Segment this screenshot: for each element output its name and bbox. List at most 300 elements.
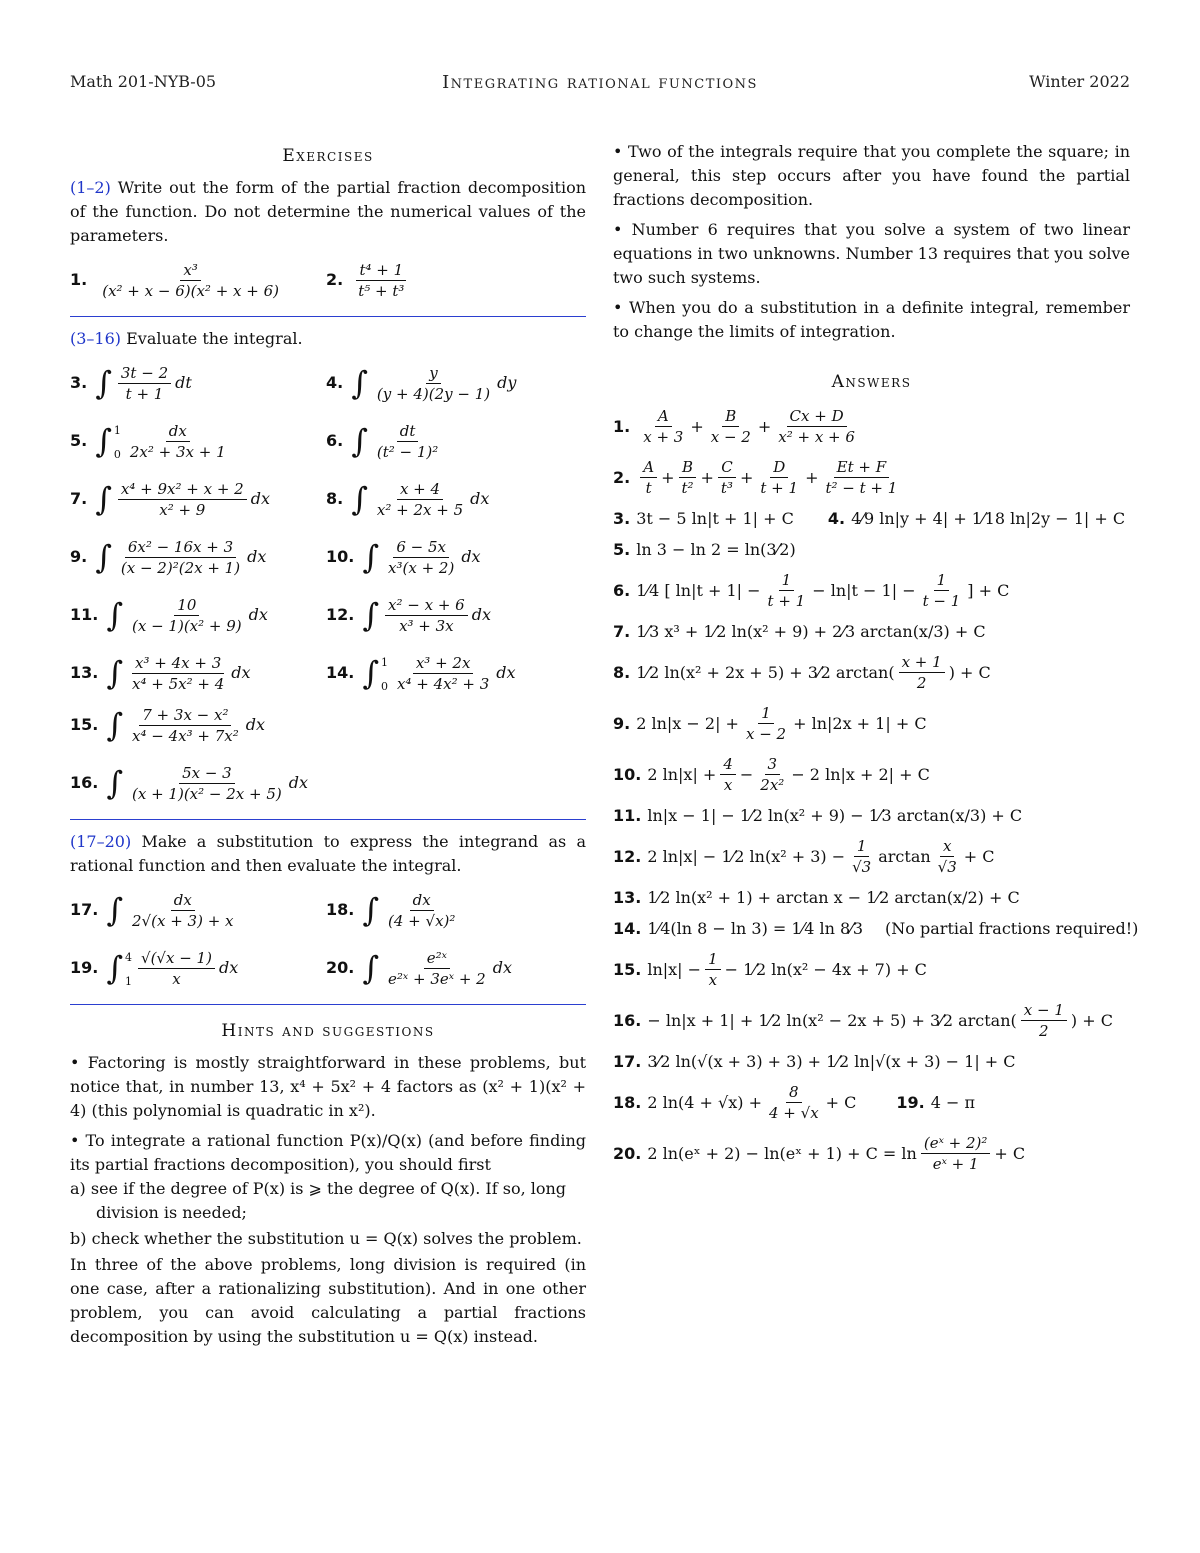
integral-limits	[381, 651, 388, 695]
denominator: x² + 9	[159, 500, 206, 519]
numerator: 10	[174, 595, 199, 616]
problem-number: 10.	[326, 547, 355, 566]
fraction	[849, 836, 874, 877]
problem-number: 12.	[326, 605, 355, 624]
differential: dx	[245, 715, 265, 734]
upper-limit: 1	[113, 424, 121, 437]
answer-1	[613, 402, 1130, 450]
fraction	[899, 652, 945, 693]
denominator: e²ˣ + 3eˣ + 2	[388, 969, 486, 988]
hint-step-b: b) check whether the substitution u = Q(x) solves the problem.	[70, 1229, 582, 1248]
numerator: dx	[171, 890, 195, 911]
answer-5	[613, 535, 1130, 563]
fraction	[118, 479, 247, 520]
fraction	[708, 406, 754, 447]
denominator: (x + 1)(x² − 2x + 5)	[132, 784, 282, 803]
answer-12	[613, 832, 1130, 880]
fraction	[1021, 1000, 1067, 1041]
denominator: t − 1	[922, 591, 961, 610]
answer-part: 2 ln|x| +	[647, 764, 717, 784]
problem-number: 18.	[326, 900, 355, 919]
numerator: 1	[705, 949, 721, 970]
answer-number: 20.	[613, 1143, 642, 1163]
differential: dx	[496, 663, 516, 682]
differential: dx	[461, 547, 481, 566]
answer-part: 2 ln|x| − 1⁄2 ln(x² + 3) −	[647, 846, 846, 866]
denominator: (x − 1)(x² + 9)	[132, 616, 242, 635]
problem-number: 14.	[326, 663, 355, 682]
answer-9	[613, 699, 1130, 747]
hints-heading: Hints and suggestions	[221, 1021, 435, 1041]
problem-number: 5.	[70, 431, 88, 450]
numerator: x⁴ + 9x² + x + 2	[118, 479, 247, 500]
differential: dy	[497, 373, 517, 392]
numerator: 6x² − 16x + 3	[125, 537, 236, 558]
hint-factoring: • Factoring is mostly straightforward in these problems, but notice that, in number 13, x⁴ + 5x² + 4 factors as (x² + 1)(x² + 4) (this polynomial is quadratic in x²).	[70, 1053, 586, 1120]
differential: dt	[175, 373, 192, 392]
integral-sign-icon: ∫	[351, 422, 368, 460]
denominator: x⁴ + 4x² + 3	[397, 674, 490, 693]
answer-part: − ln|t − 1| −	[812, 580, 916, 600]
answer-2	[613, 453, 1130, 501]
problem-number: 13.	[70, 663, 99, 682]
answer-number: 13.	[613, 887, 642, 907]
problem-number: 19.	[70, 958, 99, 977]
problem-row	[326, 884, 586, 936]
denominator: x − 2	[710, 427, 751, 446]
problem-number: 11.	[70, 605, 99, 624]
term: Winter 2022	[1029, 72, 1130, 91]
numerator: (eˣ + 2)²	[921, 1133, 991, 1154]
denominator: 2x²	[760, 775, 785, 794]
hint-steps	[70, 1177, 586, 1251]
denominator: (4 + √x)²	[388, 911, 456, 930]
denominator: eˣ + 1	[932, 1154, 979, 1173]
answer-7	[613, 617, 1130, 645]
operator: +	[757, 416, 772, 436]
numerator: x³	[180, 260, 200, 281]
problem-row	[326, 415, 586, 467]
differential: dx	[250, 489, 270, 508]
numerator: y	[426, 363, 440, 384]
fraction	[757, 457, 801, 498]
problem-row	[70, 357, 326, 409]
exercises-heading: Exercises	[282, 146, 374, 166]
numerator: Et + F	[834, 457, 890, 478]
integral-sign-icon: ∫	[95, 364, 112, 402]
problem-number: 3.	[70, 373, 88, 392]
answer-part: − ln|x + 1| + 1⁄2 ln(x² − 2x + 5) + 3⁄2 arctan(	[647, 1010, 1017, 1030]
right-column	[613, 140, 1139, 1180]
numerator: 1	[779, 570, 795, 591]
integral-sign-icon: ∫	[351, 364, 368, 402]
fraction	[355, 260, 407, 301]
answer-17-text: 3⁄2 ln(√(x + 3) + 3) + 1⁄2 ln|√(x + 3) − 1| + C	[647, 1051, 1016, 1071]
answer-3-text: 3t − 5 ln|t + 1| + C	[636, 508, 794, 528]
fraction	[921, 1133, 991, 1174]
group1-range: (1–2)	[70, 178, 111, 197]
answer-part: 1⁄4 [ ln|t + 1| −	[636, 580, 761, 600]
numerator: dt	[397, 421, 419, 442]
problem-1	[70, 254, 326, 306]
answer-18-19	[613, 1078, 1130, 1126]
answer-16	[613, 996, 1130, 1044]
denominator: t	[645, 478, 652, 497]
answer-10	[613, 750, 1130, 798]
problem-row	[326, 473, 586, 525]
numerator: 8	[786, 1082, 802, 1103]
fraction	[705, 949, 721, 990]
group2-text: Evaluate the integral.	[121, 329, 303, 348]
numerator: x³ + 4x + 3	[132, 653, 224, 674]
numerator: B	[722, 406, 739, 427]
answer-number: 12.	[613, 846, 642, 866]
page-title: Integrating rational functions	[442, 72, 758, 93]
denominator: x⁴ − 4x³ + 7x²	[132, 726, 239, 745]
answer-11	[613, 801, 1130, 829]
denominator: x² + 2x + 5	[376, 500, 464, 519]
fraction	[374, 363, 493, 404]
answer-17	[613, 1047, 1130, 1075]
lower-limit: 0	[381, 680, 389, 693]
numerator: t⁴ + 1	[356, 260, 406, 281]
integral-sign-icon: ∫	[106, 949, 124, 987]
fraction	[118, 537, 243, 578]
fraction	[385, 537, 457, 578]
denominator: (t² − 1)²	[376, 442, 439, 461]
fraction	[374, 421, 441, 462]
denominator: t + 1	[125, 384, 164, 403]
integral-sign-icon: ∫	[106, 654, 124, 692]
problem-2	[326, 254, 586, 306]
group3-range: (17–20)	[70, 832, 132, 851]
answer-number: 17.	[613, 1051, 642, 1071]
integral-sign-icon: ∫	[106, 764, 124, 802]
problem-number: 6.	[326, 431, 344, 450]
integral-limits	[114, 419, 121, 463]
integral-sign-icon: ∫	[106, 891, 124, 929]
answer-part: ) + C	[948, 662, 991, 682]
answer-number: 4.	[827, 508, 846, 528]
denominator: √3	[937, 857, 957, 876]
problem-row	[70, 757, 586, 809]
differential: dx	[470, 489, 490, 508]
denominator: x⁴ + 5x² + 4	[132, 674, 225, 693]
numerator: x	[940, 836, 954, 857]
fraction	[718, 457, 736, 498]
answer-number: 18.	[613, 1092, 642, 1112]
denominator: 2	[916, 673, 927, 692]
numerator: 1	[934, 570, 950, 591]
problem-row	[70, 647, 326, 699]
answer-number: 14.	[613, 918, 642, 938]
answer-number: 9.	[613, 713, 631, 733]
problem-number: 16.	[70, 773, 99, 792]
answer-15	[613, 945, 1130, 993]
denominator: √3	[852, 857, 872, 876]
numerator: 6 − 5x	[393, 537, 449, 558]
fraction	[935, 836, 960, 877]
answer-part: −	[739, 764, 754, 784]
group3-problems	[70, 884, 586, 994]
course-code: Math 201-NYB-05	[70, 72, 217, 91]
answer-6	[613, 566, 1130, 614]
answer-number: 15.	[613, 959, 642, 979]
problem-number: 20.	[326, 958, 355, 977]
denominator: 2√(x + 3) + x	[132, 911, 234, 930]
differential: dx	[471, 605, 491, 624]
fraction	[385, 948, 489, 989]
problem-row	[70, 884, 326, 936]
fraction	[138, 948, 215, 989]
section-divider	[70, 316, 586, 317]
fraction	[640, 406, 686, 447]
problem-number: 4.	[326, 373, 344, 392]
page-header	[70, 72, 1130, 98]
answer-part: 1⁄2 ln(x² + 2x + 5) + 3⁄2 arctan(	[636, 662, 895, 682]
fraction	[775, 406, 858, 447]
numerator: C	[718, 457, 735, 478]
answer-part: 2 ln(4 + √x) +	[647, 1092, 762, 1112]
fraction	[822, 457, 900, 498]
hint-rational: • To integrate a rational function P(x)/Q(x) (and before finding its partial fractions decomposition), you should first	[70, 1131, 586, 1174]
denominator: x² + x + 6	[778, 427, 855, 446]
problem-number: 9.	[70, 547, 88, 566]
answer-19-text: 4 − π	[930, 1092, 976, 1112]
fraction	[129, 653, 227, 694]
operator: +	[805, 467, 819, 487]
problem-row	[326, 647, 586, 699]
fraction	[129, 890, 236, 931]
problem-row	[70, 531, 326, 583]
integral-sign-icon: ∫	[362, 538, 380, 576]
denominator: t³	[720, 478, 733, 497]
differential: dx	[231, 663, 251, 682]
denominator: 2x² + 3x + 1	[129, 442, 226, 461]
answer-number: 8.	[613, 662, 631, 682]
integral-sign-icon: ∫	[362, 949, 380, 987]
problem-number: 17.	[70, 900, 99, 919]
answer-3-4	[613, 504, 1130, 532]
answer-13-text: 1⁄2 ln(x² + 1) + arctan x − 1⁄2 arctan(x/2) + C	[647, 887, 1020, 907]
group3-instructions	[70, 830, 586, 878]
hint-long-division: In three of the above problems, long division is required (in one case, after a rationalizing substitution). And in one other problem, you can avoid calculating a partial fractions decomposition by using the substitution u = Q(x) instead.	[70, 1255, 586, 1346]
answer-part: 2 ln|x − 2| +	[636, 713, 739, 733]
integral-sign-icon: ∫	[106, 706, 124, 744]
answer-part: − 2 ln|x + 2| + C	[791, 764, 930, 784]
answer-part: + ln|2x + 1| + C	[793, 713, 927, 733]
denominator: x	[708, 970, 718, 989]
fraction	[678, 457, 696, 498]
answer-14-text: 1⁄4(ln 8 − ln 3) = 1⁄4 ln 8⁄3	[647, 918, 864, 938]
problem-row	[70, 699, 586, 751]
group2-range: (3–16)	[70, 329, 122, 348]
integral-sign-icon: ∫	[362, 891, 380, 929]
group1-text: Write out the form of the partial fraction decomposition of the function. Do not determine the numerical values of the parameters.	[70, 178, 586, 245]
answer-number: 3.	[613, 508, 631, 528]
problem-number: 1.	[70, 270, 88, 289]
differential: dx	[492, 958, 512, 977]
denominator: x + 3	[643, 427, 684, 446]
answer-part: ln|x| −	[647, 959, 702, 979]
fraction	[757, 754, 787, 795]
section-divider	[70, 1004, 586, 1005]
upper-limit: 4	[125, 951, 133, 964]
problem-row	[70, 473, 326, 525]
denominator: 4 + √x	[768, 1103, 819, 1122]
upper-limit: 1	[381, 656, 389, 669]
denominator: x	[172, 969, 181, 988]
denominator: t⁵ + t³	[358, 281, 405, 300]
denominator: x − 2	[745, 724, 787, 743]
answer-number: 1.	[613, 416, 631, 436]
answer-5-text: ln 3 − ln 2 = ln(3⁄2)	[636, 539, 796, 559]
numerator: 1	[758, 703, 774, 724]
operator: +	[661, 467, 675, 487]
differential: dx	[288, 773, 309, 792]
section-divider	[70, 819, 586, 820]
fraction	[385, 595, 468, 636]
numerator: A	[640, 457, 657, 478]
integral-sign-icon: ∫	[95, 538, 112, 576]
problem-number: 2.	[326, 270, 344, 289]
fraction	[118, 363, 171, 404]
fraction	[765, 570, 809, 611]
numerator: D	[770, 457, 788, 478]
answer-14	[613, 914, 1139, 942]
answer-number: 11.	[613, 805, 642, 825]
numerator: x³ + 2x	[413, 653, 474, 674]
left-column	[70, 140, 586, 1355]
answer-part: + C	[994, 1143, 1026, 1163]
denominator: x³(x + 2)	[388, 558, 455, 577]
answer-14-note: (No partial fractions required!)	[885, 918, 1139, 938]
answer-part: + C	[825, 1092, 857, 1112]
numerator: x − 1	[1021, 1000, 1067, 1021]
operator: +	[690, 416, 704, 436]
numerator: √(√x − 1)	[138, 948, 215, 969]
operator: +	[739, 467, 754, 487]
lower-limit: 0	[113, 448, 121, 461]
problem-row	[326, 589, 586, 641]
numerator: 4	[720, 754, 736, 775]
denominator: (x − 2)²(2x + 1)	[120, 558, 241, 577]
fraction	[374, 479, 466, 520]
integral-sign-icon: ∫	[362, 654, 380, 692]
integral-sign-icon: ∫	[106, 596, 124, 634]
problem-number: 15.	[70, 715, 99, 734]
differential: dx	[247, 547, 267, 566]
denominator: x³ + 3x	[399, 616, 454, 635]
hint-step-a: a) see if the degree of P(x) is ⩾ the degree of Q(x). If so, long division is needed;	[70, 1179, 567, 1222]
problem-number: 7.	[70, 489, 88, 508]
answer-part: 2 ln(eˣ + 2) − ln(eˣ + 1) + C = ln	[647, 1143, 917, 1163]
answer-11-text: ln|x − 1| − 1⁄2 ln(x² + 9) − 1⁄3 arctan(x/3) + C	[647, 805, 1023, 825]
answer-number: 16.	[613, 1010, 642, 1030]
group2-wide-problems	[70, 699, 586, 809]
numerator: x + 4	[397, 479, 443, 500]
numerator: A	[655, 406, 672, 427]
problem-row	[70, 942, 326, 994]
fraction	[99, 260, 282, 301]
differential: dx	[248, 605, 268, 624]
denominator: t² − t + 1	[825, 478, 898, 497]
answer-4-text: 4⁄9 ln|y + 4| + 1⁄18 ln|2y − 1| + C	[851, 508, 1126, 528]
denominator: x	[723, 775, 733, 794]
denominator: 2	[1039, 1021, 1049, 1040]
answer-part: − 1⁄2 ln(x² − 4x + 7) + C	[724, 959, 927, 979]
fraction	[743, 703, 789, 744]
denominator: t + 1	[760, 478, 799, 497]
problem-row	[70, 589, 326, 641]
answer-number: 2.	[613, 467, 631, 487]
hint-linear-systems: • Number 6 requires that you solve a system of two linear equations in two unknowns. Number 13 requires that you solve two such systems.	[613, 220, 1130, 287]
problem-row	[326, 357, 586, 409]
numerator: x² − x + 6	[385, 595, 468, 616]
answer-number: 6.	[613, 580, 631, 600]
integral-sign-icon: ∫	[351, 480, 368, 518]
hint-limits: • When you do a substitution in a definite integral, remember to change the limits of integration.	[613, 298, 1130, 341]
fraction	[394, 653, 492, 694]
group1-instructions	[70, 176, 586, 248]
answer-20	[613, 1129, 1130, 1177]
answer-number: 10.	[613, 764, 642, 784]
problem-row	[70, 415, 326, 467]
group1-problems	[70, 254, 586, 306]
group2-instructions	[70, 327, 586, 351]
fraction	[385, 890, 458, 931]
numerator: e²ˣ	[424, 948, 450, 969]
answers-heading: Answers	[831, 372, 912, 392]
answer-part: ) + C	[1070, 1010, 1113, 1030]
operator: +	[700, 467, 714, 487]
answer-7-text: 1⁄3 x³ + 1⁄2 ln(x² + 9) + 2⁄3 arctan(x/3) + C	[636, 621, 986, 641]
answer-part: + C	[963, 846, 995, 866]
integral-sign-icon: ∫	[95, 422, 112, 460]
answer-13	[613, 883, 1130, 911]
problem-row	[326, 942, 586, 994]
fraction	[720, 754, 736, 795]
integral-sign-icon: ∫	[362, 596, 380, 634]
answer-part: arctan	[878, 846, 931, 866]
numerator: 3	[765, 754, 781, 775]
group2-problems	[70, 357, 586, 699]
fraction	[129, 705, 242, 746]
lower-limit: 1	[125, 975, 133, 988]
fraction	[640, 457, 657, 498]
numerator: 1	[854, 836, 870, 857]
numerator: x + 1	[899, 652, 945, 673]
answer-part: ] + C	[967, 580, 1010, 600]
numerator: dx	[410, 890, 434, 911]
numerator: B	[679, 457, 696, 478]
numerator: Cx + D	[787, 406, 847, 427]
integral-limits	[125, 946, 132, 990]
problem-row	[326, 531, 586, 583]
fraction	[129, 595, 245, 636]
denominator: t²	[681, 478, 694, 497]
denominator: (y + 4)(2y − 1)	[376, 384, 491, 403]
fraction	[129, 763, 285, 804]
answer-number: 7.	[613, 621, 631, 641]
numerator: dx	[166, 421, 190, 442]
fraction	[920, 570, 964, 611]
integral-sign-icon: ∫	[95, 480, 112, 518]
hint-complete-square: • Two of the integrals require that you complete the square; in general, this step occurs after you have found the partial fractions decomposition.	[613, 142, 1130, 209]
numerator: 3t − 2	[118, 363, 171, 384]
numerator: 5x − 3	[179, 763, 235, 784]
numerator: 7 + 3x − x²	[139, 705, 231, 726]
